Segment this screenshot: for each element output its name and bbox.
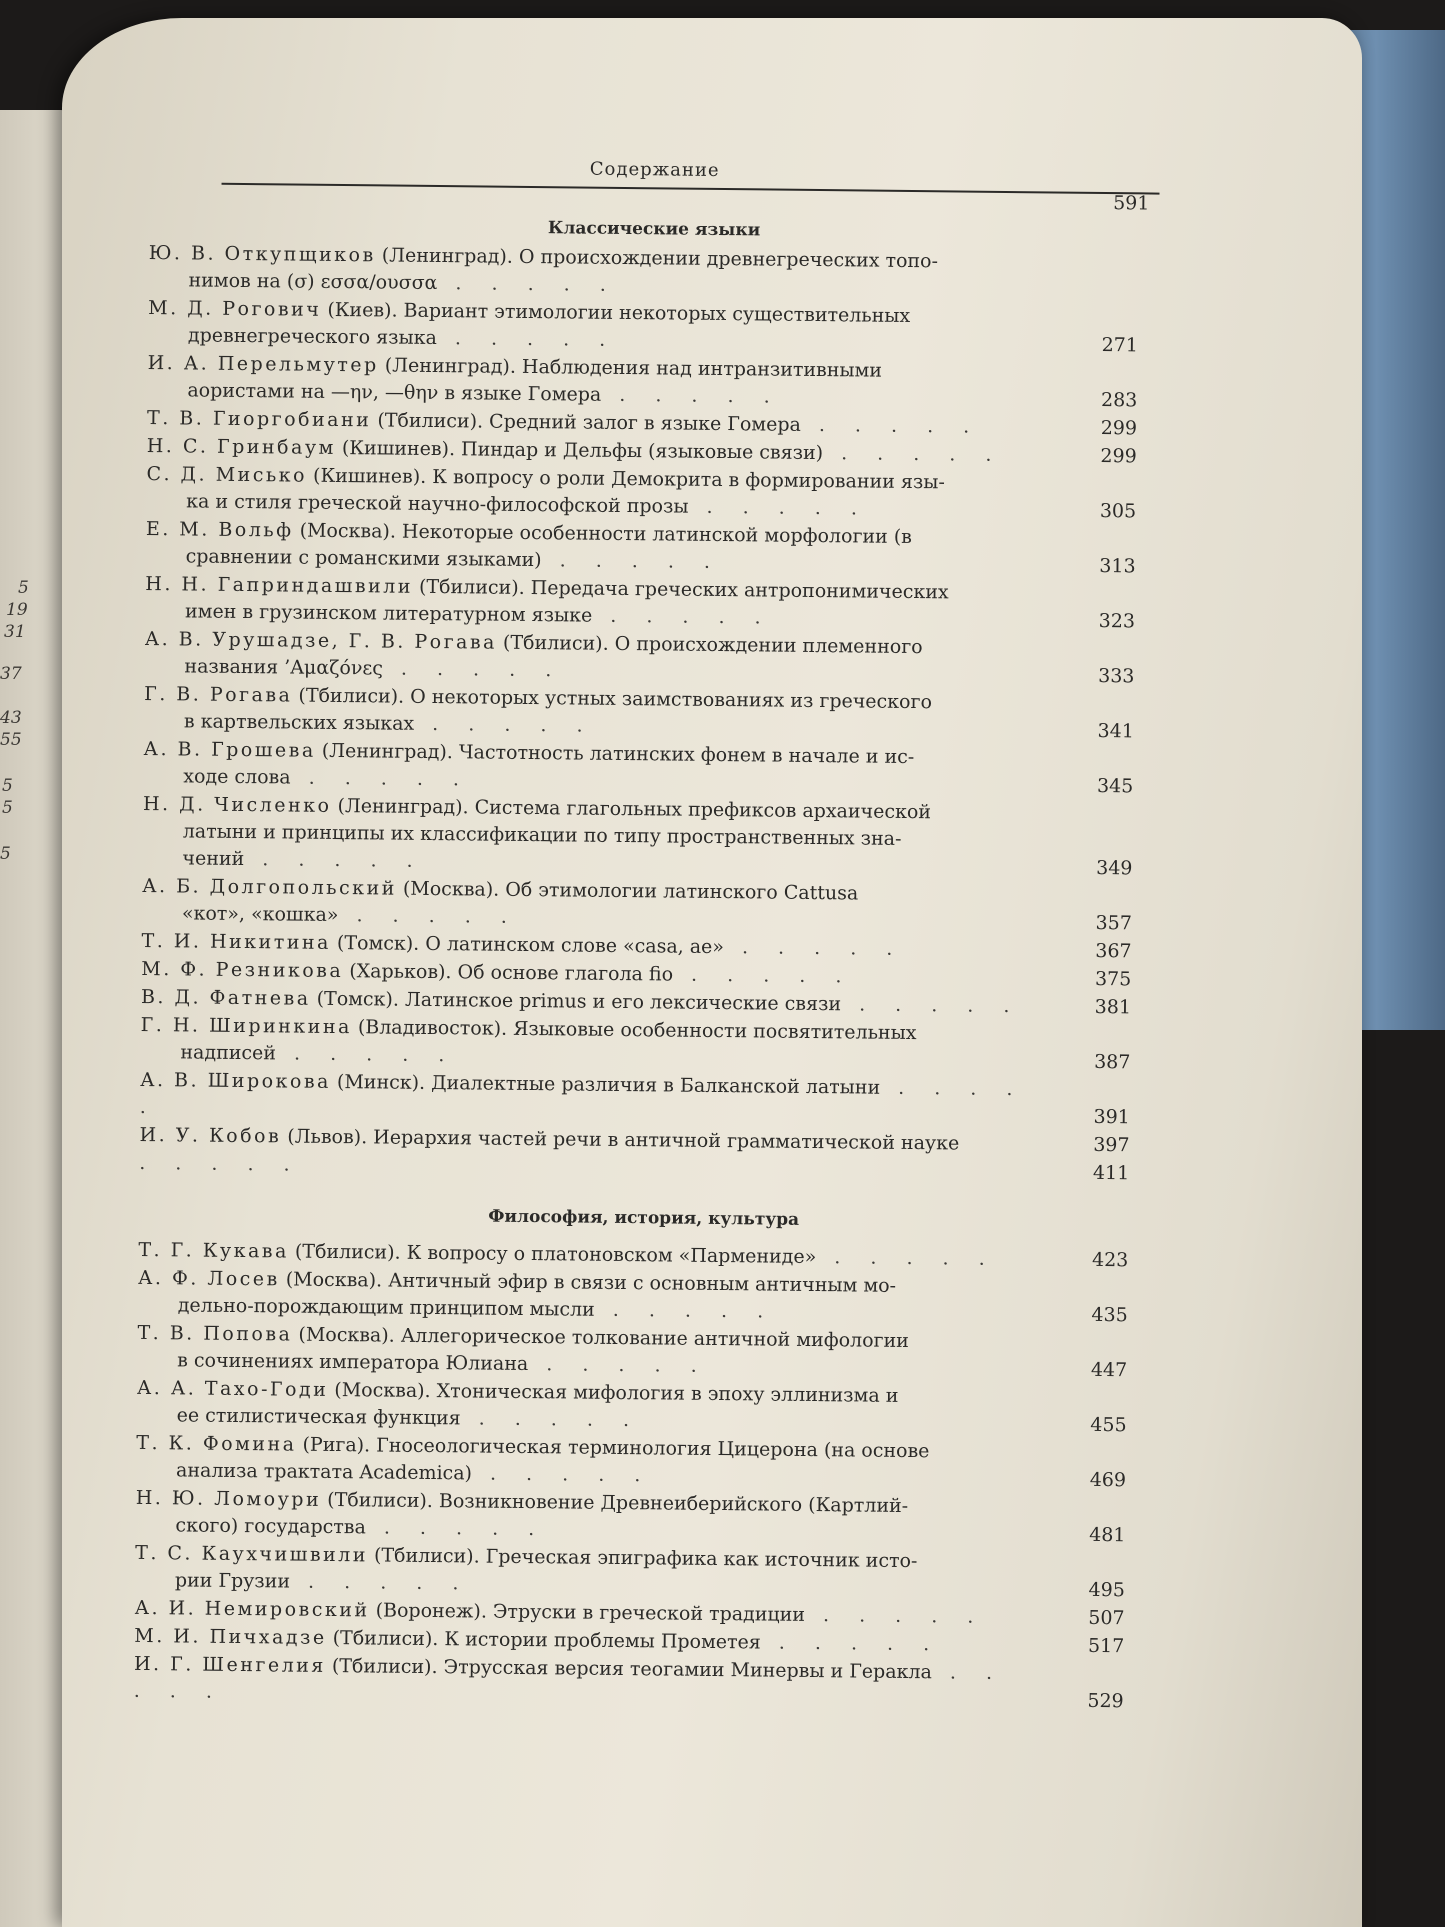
toc-entry: [146, 461, 1157, 526]
entry-page-number: 375: [1094, 967, 1132, 991]
entry-author: Г. В. Рогава: [144, 682, 293, 707]
entry-author: Т. Г. Кукава: [138, 1238, 290, 1263]
left-page-number: 37: [0, 664, 22, 684]
entry-author: А. А. Тахо-Годи: [136, 1376, 329, 1401]
entry-author: Н. Н. Гаприндашвили: [145, 572, 414, 598]
entry-page-number: 323: [1098, 609, 1136, 633]
entry-title: (Ленинград). О происхождении древнегреческих топо-: [375, 244, 939, 273]
entry-author: А. Ф. Лосев: [137, 1266, 280, 1291]
toc-entry: [143, 736, 1154, 801]
entry-title: (Кишинев). Пиндар и Дельфы (языковые связи): [335, 436, 824, 465]
leader-dots: . . . . .: [460, 1407, 642, 1432]
entry-continuation: ка и стиля греческой научно-философской прозы . . . . .: [186, 490, 870, 520]
entry-author: И. Г. Шенгелия: [133, 1652, 326, 1677]
entry-title: (Тбилиси). Передача греческих антропонимических: [412, 575, 949, 604]
entry-continuation: дельно-порождающим принципом мысли . . . . .: [177, 1294, 776, 1323]
entry-page-number: 447: [1090, 1358, 1128, 1382]
leader-dots: . . . . .: [139, 1076, 1025, 1119]
entry-author: Е. М. Вольф: [145, 517, 294, 542]
entry-author: Н. Ю. Ломоури: [135, 1486, 322, 1511]
entry-title: (Ленинград). Наблюдения над интранзитивными: [378, 354, 883, 382]
entry-continuation: «кот», «кошка» . . . . .: [181, 902, 519, 928]
entry-page-number: 271: [1101, 333, 1139, 357]
entry-continuation: ходе слова . . . . .: [183, 765, 472, 791]
left-page-number: 5: [2, 776, 13, 796]
entry-title: (Тбилиси). Возникновение Древнеиберийского (Картлий-: [321, 1488, 909, 1518]
entry-continuation: сравнении с романскими языками) . . . . .: [185, 545, 723, 574]
leader-dots: . . . . .: [437, 272, 618, 296]
entry-page-number: 391: [1093, 1105, 1130, 1129]
toc-entry: [135, 1485, 1146, 1550]
entry-author: А. В. Грошева: [143, 737, 316, 762]
entry-title: (Харьков). Об основе глагола fio: [343, 960, 674, 986]
toc-entry: [144, 681, 1155, 746]
entry-page-number: 341: [1097, 719, 1134, 743]
toc-entry: [137, 1320, 1148, 1385]
entry-author: М. Д. Рогович: [148, 296, 322, 321]
toc-entry: [147, 350, 1158, 415]
left-page-number: 19: [6, 600, 28, 620]
leader-dots: . . . . .: [275, 1042, 457, 1067]
toc-entry: [137, 1375, 1148, 1440]
entry-continuation: рии Грузии . . . . .: [174, 1569, 471, 1595]
entry-author: А. И. Немировский: [134, 1596, 370, 1622]
entry-title: (Ленинград). Система глагольных префиксов архаической: [331, 794, 932, 824]
entry-page-number: 529: [1087, 1689, 1124, 1713]
entry-title: (Рига). Гносеологическая терминология Цицерона (на основе: [296, 1433, 930, 1463]
entry-title: (Тбилиси). К истории проблемы Прометея: [326, 1626, 761, 1654]
entry-title: (Минск). Диалектные различия в Балканской латыни: [330, 1070, 881, 1099]
toc-entry: [144, 626, 1155, 691]
leader-dots: . . . . .: [822, 442, 1004, 466]
entry-page-number: 455: [1090, 1413, 1127, 1437]
leader-dots: . . . . .: [471, 1462, 653, 1487]
leader-dots: . . . . .: [436, 327, 618, 351]
leader-dots: . . . . .: [601, 383, 782, 408]
toc-entry: [138, 1265, 1149, 1330]
entry-page-number: 345: [1096, 774, 1134, 798]
leader-dots: . . . . .: [541, 549, 723, 574]
leader-dots: . . . . .: [414, 712, 595, 737]
entry-page-number: 381: [1094, 995, 1132, 1019]
entry-title: (Москва). Об этимологии латинского Cattusa: [396, 877, 859, 905]
entry-page-number: 349: [1096, 856, 1133, 880]
entry-title: (Москва). Аллегорическое толкование античной мифологии: [292, 1323, 909, 1353]
toc-entry: [140, 1067, 1151, 1132]
entry-continuation: ее стилистическая функция . . . . .: [176, 1404, 642, 1432]
entry-author: И. А. Перельмутер: [147, 351, 379, 377]
section-title: Философия, история, культура: [488, 1206, 800, 1230]
entry-title: (Томск). Латинское primus и его лексические связи: [310, 987, 842, 1016]
leader-dots: . . . . .: [382, 657, 564, 682]
entry-page-number: 313: [1099, 554, 1136, 578]
entry-author: Г. Н. Ширинкина: [140, 1013, 353, 1039]
leader-dots: . . . . .: [244, 848, 425, 872]
toc-entry: [145, 571, 1156, 636]
entry-author: Т. С. Каухчишвили: [135, 1541, 369, 1567]
entry-page-number: 299: [1100, 416, 1138, 440]
left-page-number: 31: [4, 622, 26, 642]
running-header: [149, 140, 1160, 215]
entry-author: А. В. Широкова: [140, 1068, 332, 1093]
leader-dots: . . . . .: [338, 904, 519, 928]
entry-page-number: 299: [1100, 444, 1137, 468]
left-page-number: 5: [0, 844, 11, 864]
leader-dots: . . . . .: [840, 993, 1022, 1018]
entry-page-number: 387: [1094, 1050, 1131, 1074]
entry-title: (Москва). Некоторые особенности латинской морфологии (в: [293, 519, 913, 548]
entry-title: (Кишинев). К вопросу о роли Демокрита в формировании язы-: [306, 464, 945, 494]
entry-title: (Тбилиси). О происхождении племенного: [496, 631, 923, 659]
entry-continuation: имен в грузинском литературном языке . . . . .: [184, 600, 773, 629]
toc-entry: [134, 1651, 1145, 1716]
entry-continuation: названия ’Αμαζόνες . . . . .: [184, 655, 564, 682]
entry-continuation: в картвельских языках . . . . .: [183, 710, 595, 737]
entry-author: Т. В. Попова: [137, 1321, 293, 1346]
entry-continuation: аористами на —ην, —θην в языке Гомера . . . . .: [187, 379, 782, 408]
entry-title: (Тбилиси). Греческая эпиграфика как источник исто-: [367, 1544, 918, 1573]
toc-entry: [142, 873, 1153, 938]
left-page-number: 5: [2, 798, 13, 818]
toc-entry: [148, 240, 1159, 305]
entry-continuation: латыни и принципы их классификации по типу пространственных зна-: [182, 820, 902, 850]
entry-title: (Москва). Античный эфир в связи с основным античным мо-: [279, 1268, 897, 1297]
leader-dots: . . . . .: [672, 963, 854, 988]
entry-page-number: 367: [1095, 939, 1132, 963]
entry-title: (Владивосток). Языковые особенности посвятительных: [351, 1016, 917, 1045]
leader-dots: . . . . .: [723, 936, 905, 960]
toc-entry: [140, 1012, 1151, 1077]
header-page-number: 591: [1113, 192, 1150, 215]
left-page-number: 55: [0, 730, 22, 750]
header-rule: [222, 183, 1160, 195]
entry-title: (Львов). Иерархия частей речи в античной грамматической науке: [281, 1125, 960, 1155]
leader-dots: . . . . .: [528, 1353, 709, 1377]
entry-author: Н. С. Гринбаум: [146, 434, 336, 459]
entry-continuation: в сочинениях императора Юлиана . . . . .: [177, 1349, 709, 1377]
entry-title: (Воронеж). Этруски в греческой традиции: [369, 1599, 806, 1626]
toc-entry: [136, 1430, 1147, 1495]
leader-dots: . . . . .: [289, 1570, 471, 1595]
left-page-number: 5: [18, 578, 29, 598]
entry-continuation: древнегреческого языка . . . . .: [187, 324, 618, 351]
entry-continuation: чений . . . . .: [182, 847, 425, 872]
entry-author: И. У. Кобов: [139, 1123, 282, 1148]
entry-author: Т. И. Никитина: [141, 929, 332, 954]
header-title: Содержание: [589, 158, 720, 181]
toc-entry: [135, 1540, 1146, 1605]
leader-dots: . . . . .: [816, 1246, 997, 1270]
entry-page-number: 357: [1095, 911, 1132, 935]
leader-dots: . . . . .: [804, 1603, 986, 1628]
entry-author: Т. В. Гиоргобиани: [146, 406, 372, 432]
leader-dots: . . . . .: [688, 495, 870, 520]
entry-title: (Киев). Вариант этимологии некоторых существительных: [321, 298, 911, 327]
toc-entry: [145, 516, 1156, 581]
entry-title: (Тбилиси). Этрусская версия теогамии Минервы и Геракла: [325, 1654, 933, 1684]
leader-dots: . . . . .: [592, 604, 773, 629]
leader-dots: . . . . .: [290, 766, 472, 791]
entry-title: (Томск). О латинском слове «casa, ae»: [330, 931, 725, 959]
entry-page-number: 481: [1089, 1523, 1126, 1547]
entry-title: (Тбилиси). О некоторых устных заимствованиях из греческого: [292, 684, 933, 714]
left-page-number: 43: [0, 708, 22, 728]
entry-author: А. В. Урушадзе, Г. В. Рогава: [144, 627, 498, 654]
entry-continuation: анализа трактата Academica) . . . . .: [175, 1459, 653, 1487]
leader-dots: . . . . .: [365, 1516, 547, 1541]
leader-dots: . . . . .: [594, 1298, 776, 1323]
entry-continuation: надписей . . . . .: [180, 1041, 457, 1067]
entry-page-number: 333: [1098, 664, 1135, 688]
entry-page-number: 517: [1087, 1634, 1125, 1658]
entry-first-line: [134, 1651, 1035, 1714]
leader-dots: . . . . .: [760, 1631, 942, 1656]
leader-dots: . . . . .: [133, 1661, 1005, 1703]
entry-page-number: 423: [1091, 1248, 1129, 1272]
toc-entry: [142, 791, 1153, 883]
entry-author: М. Ф. Резникова: [141, 957, 344, 983]
entry-author: А. Б. Долгопольский: [142, 874, 398, 900]
entry-continuation: нимов на (σ) εσσα/ουσσα . . . . .: [188, 269, 618, 296]
entry-page-number: 495: [1088, 1578, 1125, 1602]
leader-dots: . . . . .: [800, 413, 982, 438]
entry-first-line: [140, 1067, 1041, 1130]
toc-entry: [148, 295, 1159, 360]
entry-author: Н. Д. Численко: [142, 792, 332, 817]
entry-title: (Тбилиси). К вопросу о платоновском «Пармениде»: [288, 1240, 817, 1269]
entry-page-number: 411: [1092, 1161, 1130, 1185]
entry-title: (Ленинград). Частотность латинских фонем в начале и ис-: [315, 739, 915, 769]
entry-page-number: 435: [1091, 1303, 1128, 1327]
entry-title: (Москва). Хтоническая мифология в эпоху эллинизма и: [328, 1378, 899, 1407]
leader-dots: . . . . .: [139, 1151, 302, 1176]
entry-author: С. Д. Мисько: [146, 462, 308, 487]
entry-author: В. Д. Фатнева: [140, 985, 311, 1010]
section-title: Классические языки: [547, 218, 761, 241]
entry-page-number: 469: [1089, 1468, 1127, 1492]
entry-author: Ю. В. Откупщиков: [148, 241, 376, 267]
entry-author: Т. К. Фомина: [136, 1431, 297, 1456]
sections: [134, 214, 1160, 1715]
entry-page-number: 283: [1100, 388, 1138, 412]
entry-author: М. И. Пичхадзе: [134, 1624, 327, 1649]
entry-page-number: 397: [1093, 1133, 1130, 1157]
entry-page-number: 305: [1099, 499, 1137, 523]
table-of-contents: [134, 140, 1160, 1716]
entry-title: (Тбилиси). Средний залог в языке Гомера: [371, 409, 801, 436]
entry-page-number: 507: [1088, 1606, 1125, 1630]
entry-continuation: ского) государства . . . . .: [175, 1514, 547, 1541]
